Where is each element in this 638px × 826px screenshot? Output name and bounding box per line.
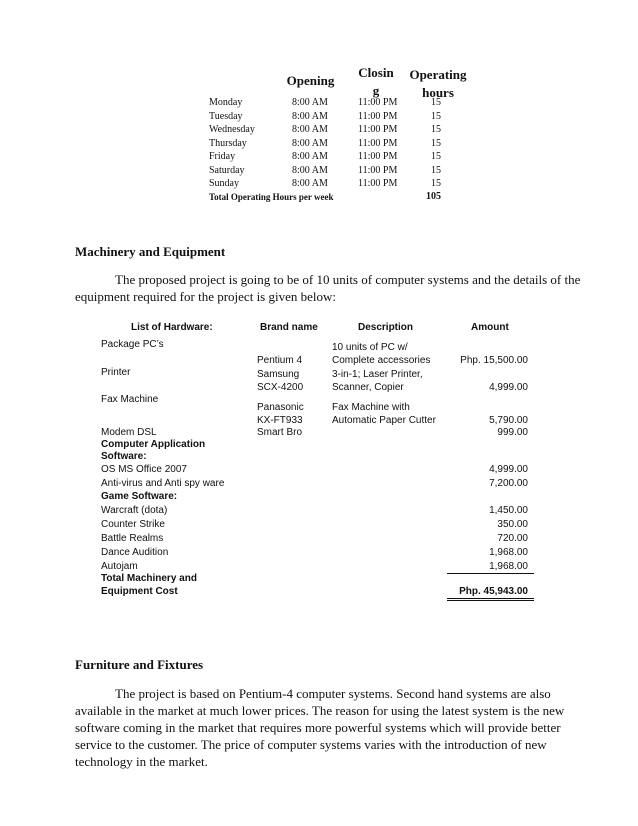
hours-cell-day: Sunday: [209, 178, 239, 189]
game-software-heading: Game Software:: [101, 491, 178, 502]
hours-cell-open: 8:00 AM: [292, 151, 328, 162]
hours-cell-open: 8:00 AM: [292, 110, 328, 122]
fax-desc-line1: Fax Machine with: [332, 402, 410, 413]
package-pc-item: Package PC’s: [101, 339, 164, 350]
modem-brand: Smart Bro: [257, 427, 303, 438]
game-item: Warcraft (dota): [101, 505, 168, 516]
game-item: Autojam: [101, 561, 138, 572]
package-pc-brand: Pentium 4: [257, 355, 303, 366]
total-rule-2: [447, 600, 534, 601]
furniture-paragraph-line: The project is based on Pentium-4 computer systems. Second hand systems are also: [115, 686, 551, 701]
hours-cell-hours: 15: [431, 151, 441, 162]
game-amount: 720.00: [497, 533, 528, 544]
total-cost-amount: Php. 45,943.00: [459, 586, 528, 597]
hours-cell-day: Friday: [209, 151, 236, 162]
software-amount: 7,200.00: [489, 478, 528, 489]
printer-desc-line1: 3-in-1; Laser Printer,: [332, 369, 423, 380]
hours-cell-day: Wednesday: [209, 124, 255, 135]
software-heading-line2: Software:: [101, 451, 147, 462]
total-cost-label-line1: Total Machinery and: [101, 573, 197, 584]
game-item: Dance Audition: [101, 547, 169, 558]
fax-brand-line2: KX-FT933: [257, 415, 303, 426]
printer-amount: 4,999.00: [489, 382, 528, 393]
hours-cell-day: Saturday: [209, 164, 245, 176]
machinery-paragraph-line2: equipment required for the project is given below:: [75, 289, 337, 304]
fax-item: Fax Machine: [101, 394, 159, 405]
total-hours-label: Total Operating Hours per week: [209, 192, 334, 202]
hours-cell-open: 8:00 AM: [292, 164, 328, 176]
printer-brand-line1: Samsung: [257, 369, 300, 380]
amount-header: Amount: [471, 322, 509, 333]
software-item: Anti-virus and Anti spy ware: [101, 478, 225, 489]
hours-cell-open: 8:00 AM: [292, 124, 328, 135]
opening-header: Opening: [286, 73, 335, 88]
hours-cell-close: 11:00 PM: [358, 164, 398, 176]
software-heading-line1: Computer Application: [101, 439, 206, 450]
game-amount: 1,968.00: [489, 547, 528, 558]
total-cost-label-line2: Equipment Cost: [101, 586, 178, 597]
furniture-paragraph-line: technology in the market.: [75, 754, 208, 769]
modem-amount: 999.00: [497, 427, 528, 438]
game-amount: 1,968.00: [489, 561, 528, 572]
hours-cell-hours: 15: [431, 97, 441, 108]
hardware-header: List of Hardware:: [131, 322, 213, 333]
hours-cell-day: Tuesday: [209, 110, 243, 122]
fax-brand-line1: Panasonic: [257, 402, 304, 413]
hours-cell-hours: 15: [431, 124, 441, 135]
game-amount: 350.00: [497, 519, 528, 530]
hours-cell-close: 11:00 PM: [358, 151, 398, 162]
hours-cell-close: 11:00 PM: [358, 137, 398, 149]
hours-cell-open: 8:00 AM: [292, 178, 328, 189]
hours-cell-hours: 15: [431, 178, 441, 189]
printer-item: Printer: [101, 367, 131, 378]
machinery-heading: Machinery and Equipment: [75, 244, 226, 259]
fax-desc-line2: Automatic Paper Cutter: [332, 415, 436, 426]
hours-cell-open: 8:00 AM: [292, 137, 328, 149]
brand-header: Brand name: [260, 322, 318, 333]
hours-cell-close: 11:00 PM: [358, 110, 398, 122]
operating-hours-header: Operating hours: [409, 67, 467, 100]
printer-desc-line2: Scanner, Copier: [332, 382, 404, 393]
package-pc-desc-line2: Complete accessories: [332, 355, 431, 366]
description-header: Description: [358, 322, 414, 333]
hours-cell-close: 11:00 PM: [358, 124, 398, 135]
printer-brand-line2: SCX-4200: [257, 382, 304, 393]
software-amount: 4,999.00: [489, 464, 528, 475]
hours-cell-day: Thursday: [209, 137, 247, 149]
package-pc-desc-line1: 10 units of PC w/: [332, 342, 408, 353]
hours-cell-close: 11:00 PM: [358, 97, 398, 108]
machinery-paragraph-line1: The proposed project is going to be of 10 units of computer systems and the details of the: [115, 272, 581, 287]
furniture-heading: Furniture and Fixtures: [75, 657, 204, 672]
subtotal-rule: [447, 573, 534, 574]
hours-cell-close: 11:00 PM: [358, 178, 398, 189]
furniture-paragraph-line: software coming in the market that requires more powerful systems which will provide better: [75, 720, 561, 735]
fax-amount: 5,790.00: [489, 415, 528, 426]
hours-cell-hours: 15: [431, 110, 441, 122]
hours-cell-hours: 15: [431, 137, 441, 149]
hours-cell-hours: 15: [431, 164, 441, 176]
game-amount: 1,450.00: [489, 505, 528, 516]
hours-cell-day: Monday: [209, 97, 243, 108]
total-rule-1: [447, 598, 534, 599]
package-pc-amount: Php. 15,500.00: [460, 355, 528, 366]
furniture-paragraph-line: available in the market at much lower prices. The reason for using the latest system is the new: [75, 703, 565, 718]
total-hours-value: 105: [426, 191, 441, 202]
furniture-paragraph-line: service to the customer. The price of computer systems varies with the introduction of new: [75, 737, 547, 752]
hours-cell-open: 8:00 AM: [292, 97, 328, 108]
modem-item: Modem DSL: [101, 427, 157, 438]
game-item: Battle Realms: [101, 533, 164, 544]
closing-header: Closin g: [358, 65, 394, 98]
software-item: OS MS Office 2007: [101, 464, 187, 475]
game-item: Counter Strike: [101, 519, 165, 530]
